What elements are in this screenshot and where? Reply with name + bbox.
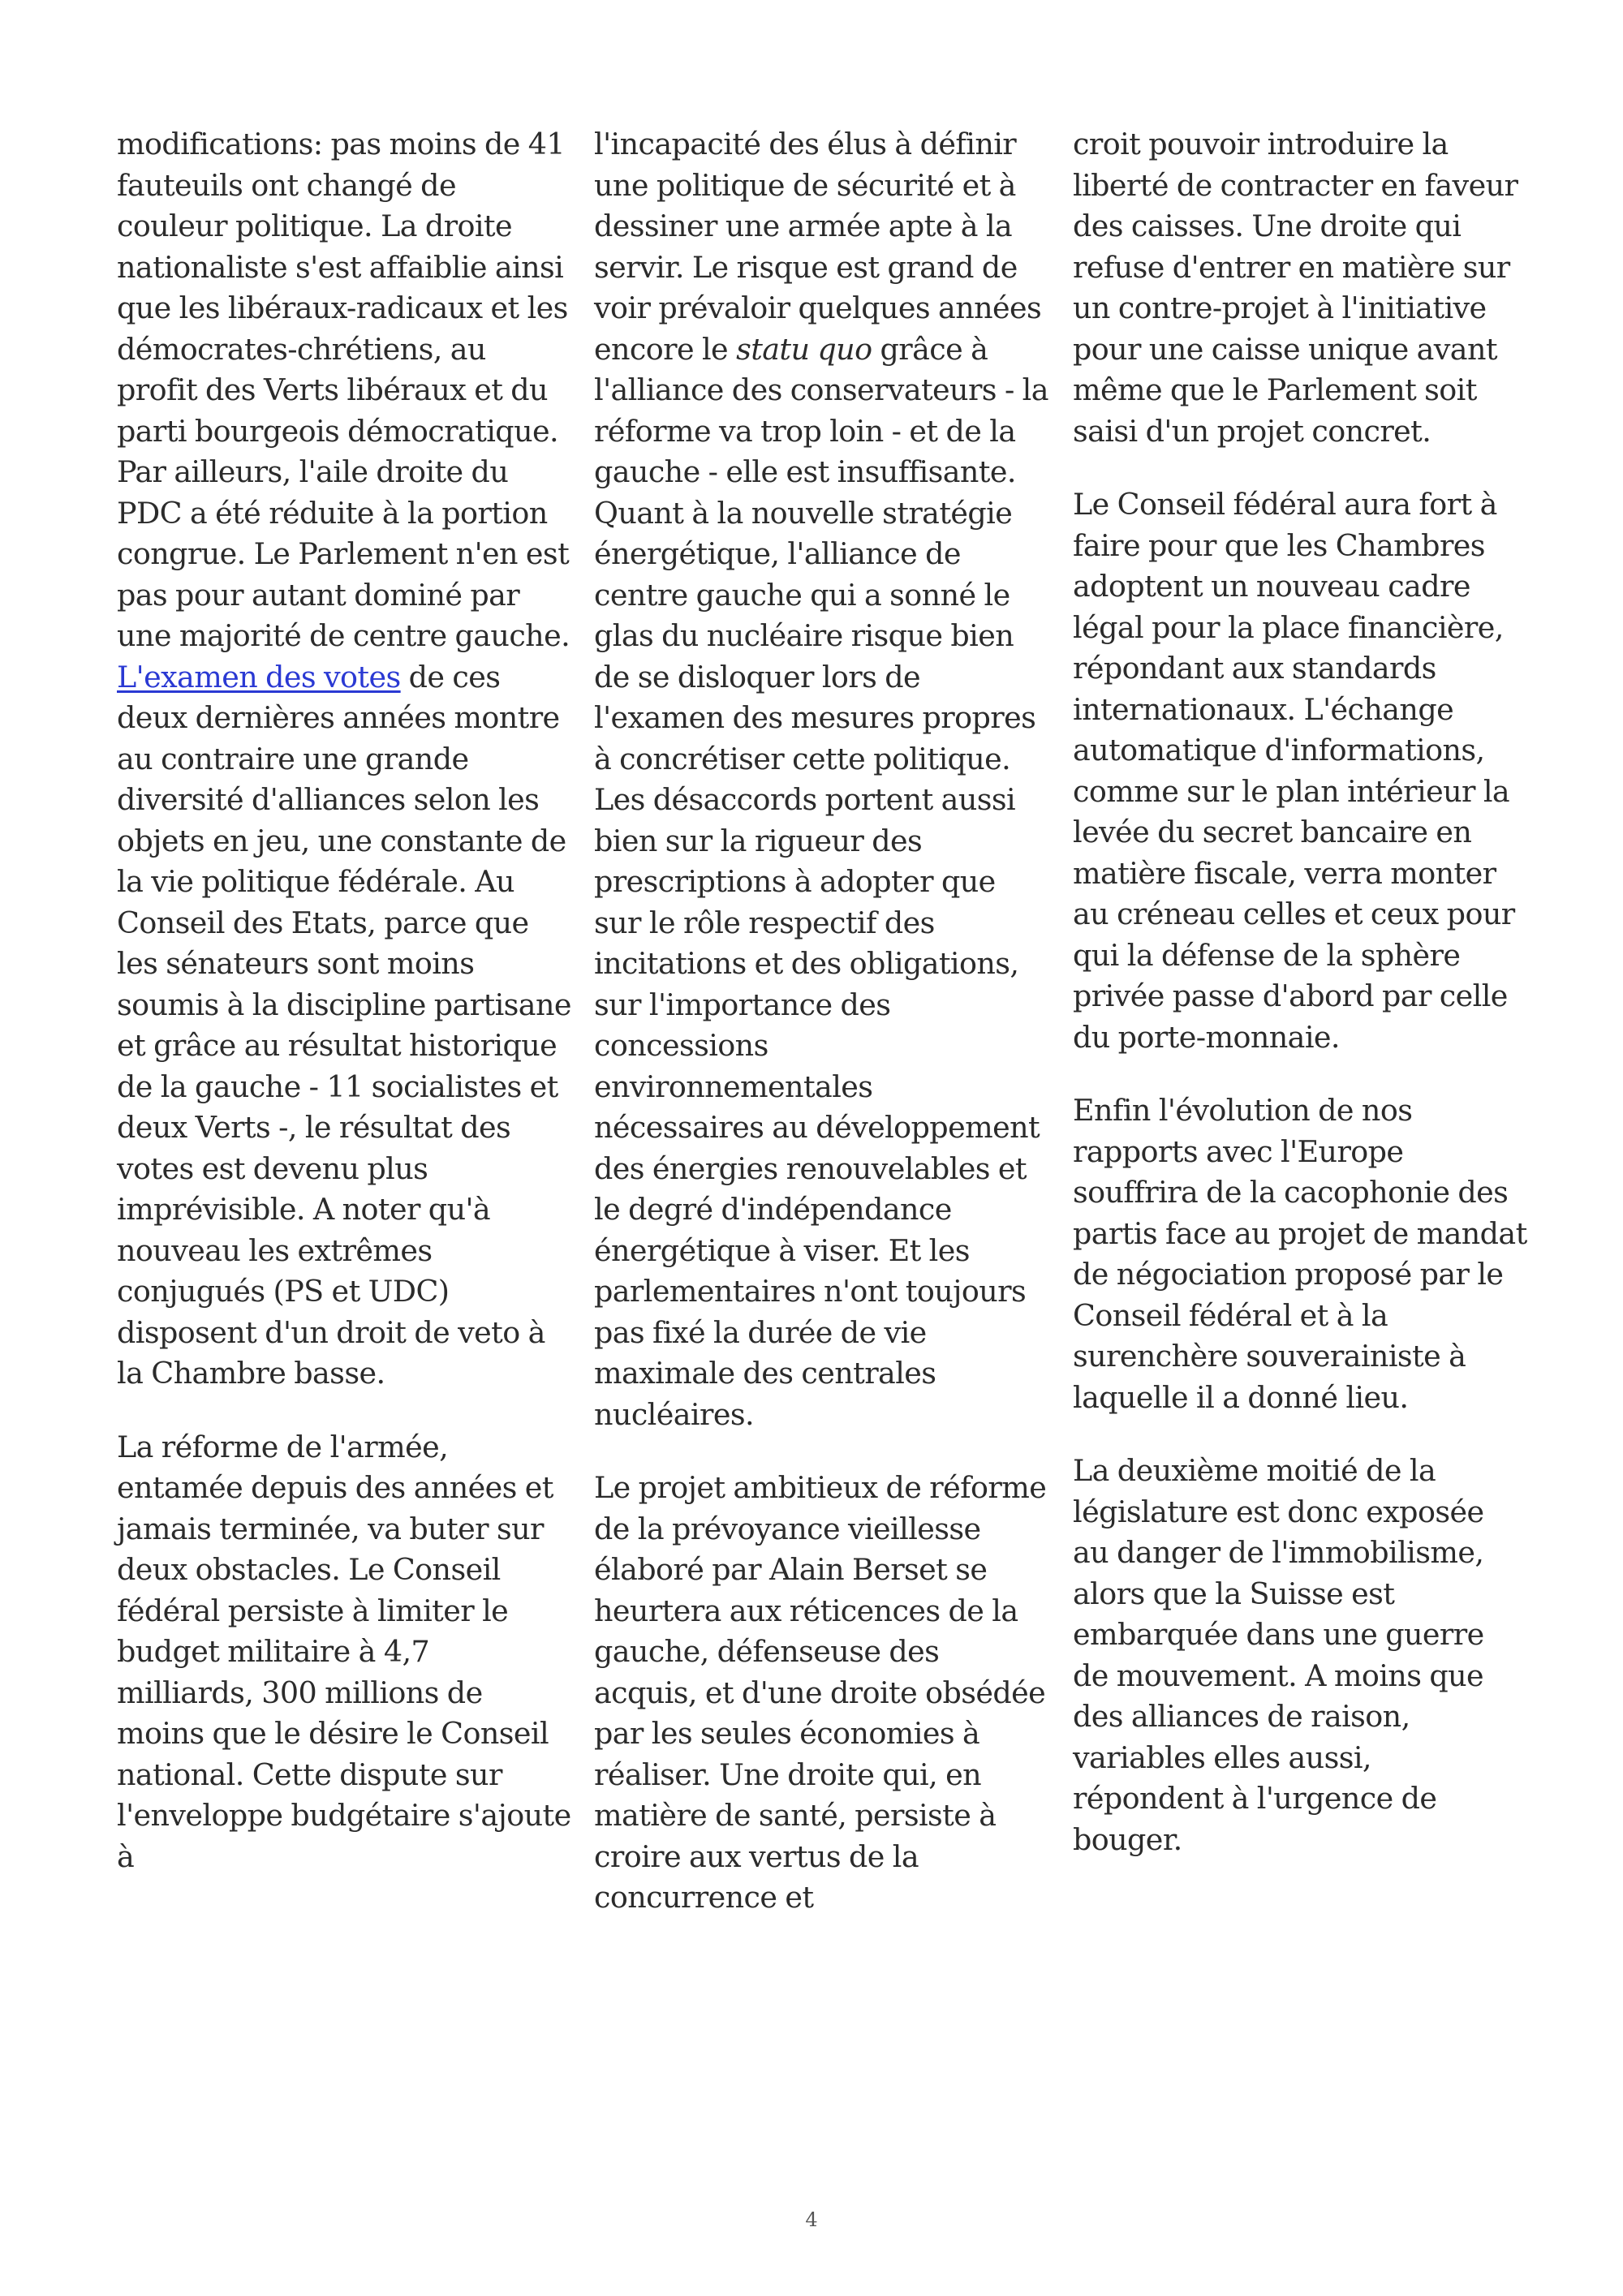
text-column-2 (594, 124, 1048, 1919)
paragraph (117, 124, 571, 1395)
paragraph: croit pouvoir introduire la liberté de contracter en faveur des caisses. Une droite qui refuse d'entrer en matière sur un contre-projet à l'initiative pour une caisse unique avant même que le Parlement soit saisi d'un projet concret. (1073, 127, 1518, 449)
paragraph (594, 124, 1048, 1435)
paragraph-text: modifications: pas moins de 41 fauteuils ont changé de couleur politique. La droite nationaliste s'est affaiblie ainsi que les libéraux-radicaux et les démocrates-chrétiens, au profit des Verts libéraux et du parti bourgeois démocratique. Par ailleurs, l'aile droite du PDC a été réduite à la portion congrue. Le Parlement n'en est pas pour autant dominé par une majorité de centre gauche. (117, 127, 570, 653)
paragraph: Enfin l'évolution de nos rapports avec l'Europe souffrira de la cacophonie des partis face au projet de mandat de négociation proposé par le Conseil fédéral et à la surenchère souverainiste à laquelle il a donné lieu. (1073, 1093, 1527, 1415)
paragraph: La deuxième moitié de la législature est donc exposée au danger de l'immobilisme, alors que la Suisse est embarquée dans une guerre de mouvement. A moins que des alliances de raison, variables elles aussi, répondent à l'urgence de bouger. (1073, 1453, 1484, 1857)
text-column-1 (117, 124, 571, 1877)
paragraph: Le Conseil fédéral aura fort à faire pour que les Chambres adoptent un nouveau cadre légal pour la place financière, répondant aux standards internationaux. L'échange automatique d'informations, comme sur le plan intérieur la levée du secret bancaire en matière fiscale, verra monter au créneau celles et ceux pour qui la défense de la sphère privée passe d'abord par celle du porte-monnaie. (1073, 487, 1515, 1055)
paragraph-text: de ces deux dernières années montre au contraire une grande diversité d'alliances selon les objets en jeu, une constante de la vie politique fédérale. Au Conseil des Etats, parce que les sénateurs sont moins soumis à la discipline partisane et grâce au résultat historique de la gauche - 11 socialistes et deux Verts -, le résultat des votes est devenu plus imprévisible. A noter qu'à nouveau les extrêmes conjugués (PS et UDC) disposent d'un droit de veto à la Chambre basse. (117, 659, 571, 1391)
page-number: 4 (805, 2208, 818, 2231)
text-column-3 (1073, 124, 1527, 1860)
emphasis-text: statu quo (736, 331, 872, 367)
paragraph: Le projet ambitieux de réforme de la prévoyance vieillesse élaboré par Alain Berset se heurtera aux réticences de la gauche, défenseuse des acquis, et d'une droite obsédée par les seules économies à réaliser. Une droite qui, en matière de santé, persiste à croire aux vertus de la concurrence et (594, 1470, 1047, 1915)
votes-review-link[interactable]: L'examen des votes (117, 659, 401, 694)
paragraph-text: l'incapacité des élus à définir une politique de sécurité et à dessiner une armée apte à la servir. Le risque est grand de voir prévaloir quelques années encore le (594, 127, 1042, 367)
paragraph: La réforme de l'armée, entamée depuis des années et jamais terminée, va buter sur deux obstacles. Le Conseil fédéral persiste à limiter le budget militaire à 4,7 milliards, 300 millions de moins que le désire le Conseil national. Cette dispute sur l'enveloppe budgétaire s'ajoute à (117, 1429, 571, 1874)
paragraph-text: grâce à l'alliance des conservateurs - la réforme va trop loin - et de la gauche - elle est insuffisante. Quant à la nouvelle stratégie énergétique, l'alliance de centre gauche qui a sonné le glas du nucléaire risque bien de se disloquer lors de l'examen des mesures propres à concrétiser cette politique. Les désaccords portent aussi bien sur la rigueur des prescriptions à adopter que sur le rôle respectif des incitations et des obligations, sur l'importance des concessions environnementales nécessaires au développement des énergies renouvelables et le degré d'indépendance énergétique à viser. Et les parlementaires n'ont toujours pas fixé la durée de vie maximale des centrales nucléaires. (594, 331, 1048, 1432)
